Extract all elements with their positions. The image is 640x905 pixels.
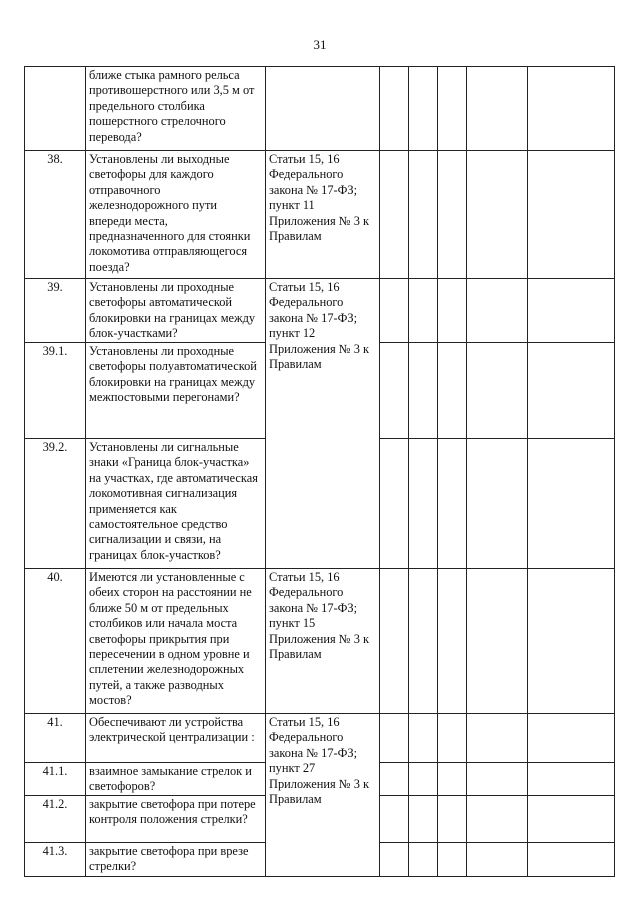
item-number: 39.2. bbox=[25, 439, 86, 569]
answer-yes-cell bbox=[380, 569, 409, 714]
answer-no-cell bbox=[409, 569, 438, 714]
question-text: закрытие светофора при врезе стрелки? bbox=[86, 843, 266, 877]
answer-yes-cell bbox=[380, 151, 409, 279]
comment-cell bbox=[528, 439, 615, 569]
comment-cell bbox=[528, 714, 615, 763]
answer-na-cell bbox=[438, 763, 467, 796]
legal-reference bbox=[266, 67, 380, 151]
answer-no-cell bbox=[409, 843, 438, 877]
item-number: 38. bbox=[25, 151, 86, 279]
question-text: закрытие светофора при потере контроля положения стрелки? bbox=[86, 796, 266, 843]
legal-reference-text: Статьи 15, 16 Федерального закона № 17-ФЗ; пункт 12 Приложения № 3 к Правилам bbox=[269, 280, 370, 372]
answer-na-cell bbox=[438, 796, 467, 843]
legal-reference bbox=[266, 569, 380, 714]
legal-reference-text: Статьи 15, 16 Федерального закона № 17-ФЗ; пункт 15 Приложения № 3 к Правилам bbox=[269, 570, 370, 662]
comment-cell bbox=[528, 796, 615, 843]
answer-na-cell bbox=[438, 843, 467, 877]
notes-cell bbox=[467, 343, 528, 439]
comment-cell bbox=[528, 343, 615, 439]
answer-yes-cell bbox=[380, 439, 409, 569]
item-number: 39. bbox=[25, 279, 86, 343]
answer-yes-cell bbox=[380, 279, 409, 343]
answer-no-cell bbox=[409, 796, 438, 843]
answer-na-cell bbox=[438, 67, 467, 151]
answer-na-cell bbox=[438, 439, 467, 569]
answer-no-cell bbox=[409, 151, 438, 279]
table-row bbox=[25, 569, 615, 714]
item-number: 41.1. bbox=[25, 763, 86, 796]
comment-cell bbox=[528, 279, 615, 343]
notes-cell bbox=[467, 279, 528, 343]
notes-cell bbox=[467, 151, 528, 279]
question-text: Установлены ли выходные светофоры для каждого отправочного железнодорожного пути впереди места, предназначенного для стоянки локомотива отправляющегося поезда? bbox=[86, 151, 266, 279]
question-text: Установлены ли сигнальные знаки «Граница блок-участка» на участках, где автоматическая локомотивная сигнализация применяется как самостоятельное средство сигнализации и связи, на границах блок-участков? bbox=[86, 439, 266, 569]
answer-yes-cell bbox=[380, 343, 409, 439]
question-text: Обеспечивают ли устройства электрической централизации : bbox=[86, 714, 266, 763]
item-number: 40. bbox=[25, 569, 86, 714]
answer-no-cell bbox=[409, 343, 438, 439]
question-text: ближе стыка рамного рельса противошерстного или 3,5 м от предельного столбика пошерстного стрелочного перевода? bbox=[86, 67, 266, 151]
comment-cell bbox=[528, 569, 615, 714]
notes-cell bbox=[467, 439, 528, 569]
answer-na-cell bbox=[438, 714, 467, 763]
question-text: Установлены ли проходные светофоры полуавтоматической блокировки на границах между межпостовыми перегонами? bbox=[86, 343, 266, 439]
item-number: 41. bbox=[25, 714, 86, 763]
comment-cell bbox=[528, 67, 615, 151]
question-text: взаимное замыкание стрелок и светофоров? bbox=[86, 763, 266, 796]
item-number: 41.3. bbox=[25, 843, 86, 877]
answer-no-cell bbox=[409, 714, 438, 763]
notes-cell bbox=[467, 714, 528, 763]
notes-cell bbox=[467, 763, 528, 796]
table-row bbox=[25, 714, 615, 763]
notes-cell bbox=[467, 67, 528, 151]
notes-cell bbox=[467, 569, 528, 714]
table-row bbox=[25, 151, 615, 279]
answer-yes-cell bbox=[380, 843, 409, 877]
answer-na-cell bbox=[438, 279, 467, 343]
notes-cell bbox=[467, 796, 528, 843]
answer-na-cell bbox=[438, 343, 467, 439]
legal-reference-text: Статьи 15, 16 Федерального закона № 17-ФЗ; пункт 11 Приложения № 3 к Правилам bbox=[269, 152, 370, 244]
answer-no-cell bbox=[409, 763, 438, 796]
checklist-table bbox=[24, 66, 615, 877]
item-number: 39.1. bbox=[25, 343, 86, 439]
question-text: Установлены ли проходные светофоры автоматической блокировки на границах между блок-участками? bbox=[86, 279, 266, 343]
answer-na-cell bbox=[438, 569, 467, 714]
answer-yes-cell bbox=[380, 763, 409, 796]
item-number bbox=[25, 67, 86, 151]
answer-no-cell bbox=[409, 67, 438, 151]
answer-yes-cell bbox=[380, 67, 409, 151]
comment-cell bbox=[528, 763, 615, 796]
legal-reference bbox=[266, 714, 380, 877]
answer-yes-cell bbox=[380, 796, 409, 843]
legal-reference bbox=[266, 151, 380, 279]
notes-cell bbox=[467, 843, 528, 877]
table-row bbox=[25, 67, 615, 151]
answer-no-cell bbox=[409, 279, 438, 343]
answer-no-cell bbox=[409, 439, 438, 569]
answer-na-cell bbox=[438, 151, 467, 279]
table-row bbox=[25, 279, 615, 343]
item-number: 41.2. bbox=[25, 796, 86, 843]
answer-yes-cell bbox=[380, 714, 409, 763]
page-number: 31 bbox=[313, 37, 327, 52]
legal-reference-text: Статьи 15, 16 Федерального закона № 17-ФЗ; пункт 27 Приложения № 3 к Правилам bbox=[269, 715, 370, 807]
legal-reference bbox=[266, 279, 380, 569]
comment-cell bbox=[528, 151, 615, 279]
comment-cell bbox=[528, 843, 615, 877]
question-text: Имеются ли установленные с обеих сторон на расстоянии не ближе 50 м от предельных столбиков или начала моста светофоры прикрытия при пересечении в одном уровне и сплетении железнодорожных путей, а также разводных мостов? bbox=[86, 569, 266, 714]
